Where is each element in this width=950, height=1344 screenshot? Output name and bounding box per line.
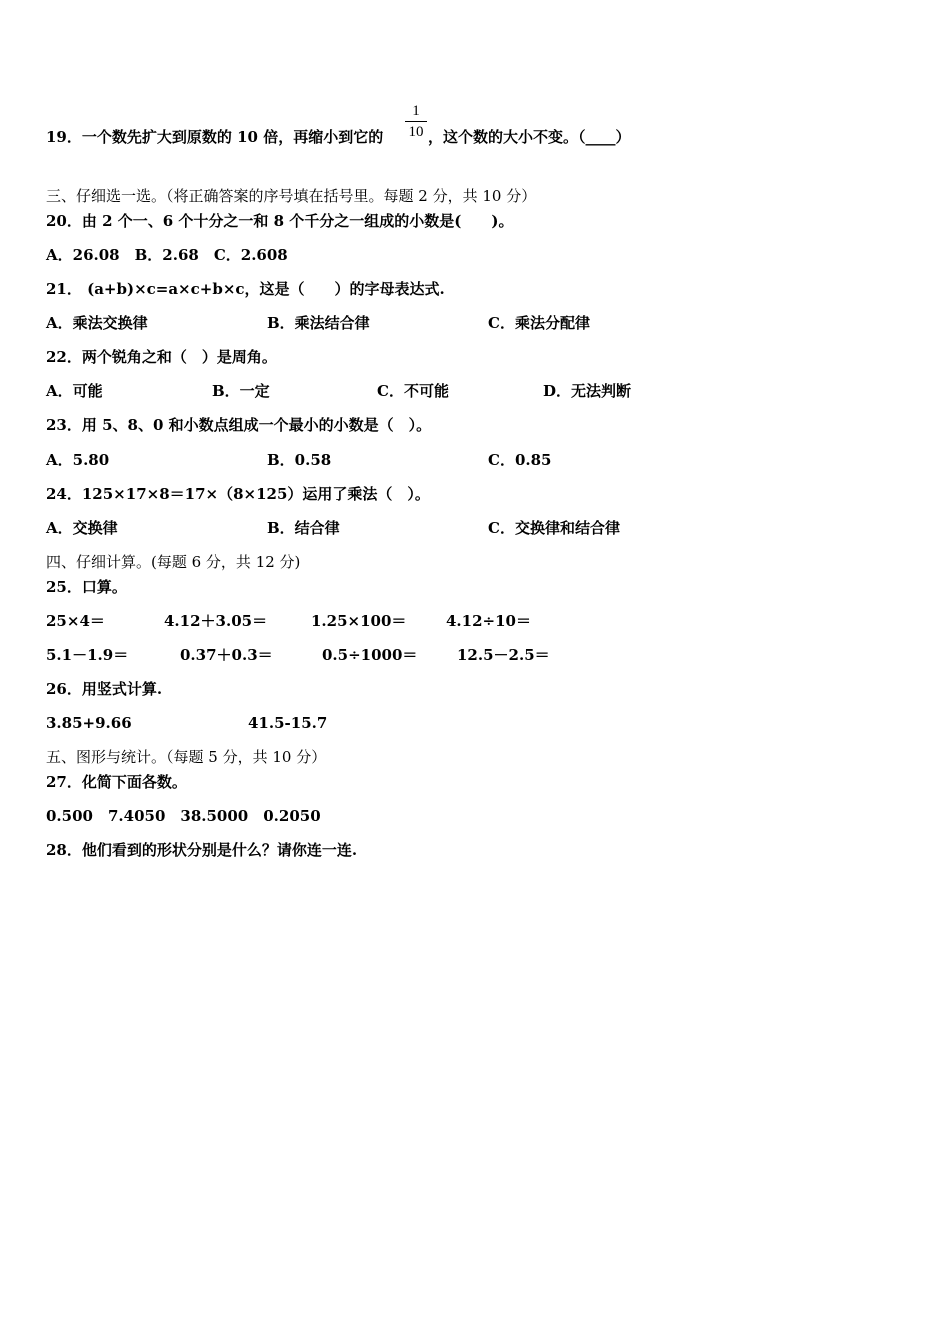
q23-option-b: B．0.58 <box>267 451 332 469</box>
q24-question: 24．125×17×8＝17×（8×125）运用了乘法（ ）。 <box>46 485 430 503</box>
q24-option-c: C．交换律和结合律 <box>488 519 620 537</box>
q26-item-1: 3.85+9.66 <box>46 714 132 732</box>
q25-r1-c1: 25×4＝ <box>46 612 105 630</box>
q25-r1-c4: 4.12÷10＝ <box>446 612 531 630</box>
q23-option-a: A．5.80 <box>46 451 110 469</box>
fraction-numerator: 1 <box>412 103 420 119</box>
fraction-bar <box>405 121 427 122</box>
q25-r2-c2: 0.37＋0.3＝ <box>180 646 273 664</box>
q21-option-b: B．乘法结合律 <box>267 314 370 332</box>
q25-r1-c2: 4.12＋3.05＝ <box>164 612 268 630</box>
q25-question: 25．口算。 <box>46 578 127 596</box>
q27-items: 0.500 7.4050 38.5000 0.2050 <box>46 807 321 825</box>
q25-r1-c3: 1.25×100＝ <box>311 612 407 630</box>
q22-option-b: B．一定 <box>212 382 270 400</box>
q21-option-a: A．乘法交换律 <box>46 314 148 332</box>
q23-question: 23．用 5、8、0 和小数点组成一个最小的小数是（ ）。 <box>46 416 432 434</box>
fraction-denominator: 10 <box>408 124 424 140</box>
q25-r2-c1: 5.1－1.9＝ <box>46 646 129 664</box>
q24-option-a: A．交换律 <box>46 519 118 537</box>
q26-item-2: 41.5-15.7 <box>248 714 328 732</box>
q22-option-c: C．不可能 <box>377 382 449 400</box>
q20-question: 20．由 2 个一、6 个十分之一和 8 个千分之一组成的小数是( )。 <box>46 212 514 230</box>
q25-r2-c3: 0.5÷1000＝ <box>322 646 418 664</box>
q21-question: 21． (a+b)×c=a×c+b×c，这是（ ）的字母表达式. <box>46 280 445 298</box>
q19-fraction <box>405 102 427 141</box>
q28-question: 28．他们看到的形状分别是什么？请你连一连. <box>46 841 358 859</box>
q25-r2-c4: 12.5－2.5＝ <box>457 646 550 664</box>
q20-options: A．26.08 B．2.68 C．2.608 <box>46 246 288 264</box>
q22-question: 22．两个锐角之和（ ）是周角。 <box>46 348 277 366</box>
q27-question: 27．化简下面各数。 <box>46 773 187 791</box>
q26-question: 26．用竖式计算. <box>46 680 163 698</box>
q19-suffix: ，这个数的大小不变。（____） <box>428 128 631 146</box>
q23-option-c: C．0.85 <box>488 451 552 469</box>
section4-heading: 四、仔细计算。(每题 6 分，共 12 分) <box>46 553 301 571</box>
q24-option-b: B．结合律 <box>267 519 340 537</box>
section3-heading: 三、仔细选一选。（将正确答案的序号填在括号里。每题 2 分，共 10 分） <box>46 187 537 205</box>
q19-prefix: 19．一个数先扩大到原数的 10 倍，再缩小到它的 <box>46 128 384 146</box>
q21-option-c: C．乘法分配律 <box>488 314 590 332</box>
q22-option-d: D．无法判断 <box>543 382 632 400</box>
q22-option-a: A．可能 <box>46 382 103 400</box>
section5-heading: 五、图形与统计。（每题 5 分，共 10 分） <box>46 748 327 766</box>
